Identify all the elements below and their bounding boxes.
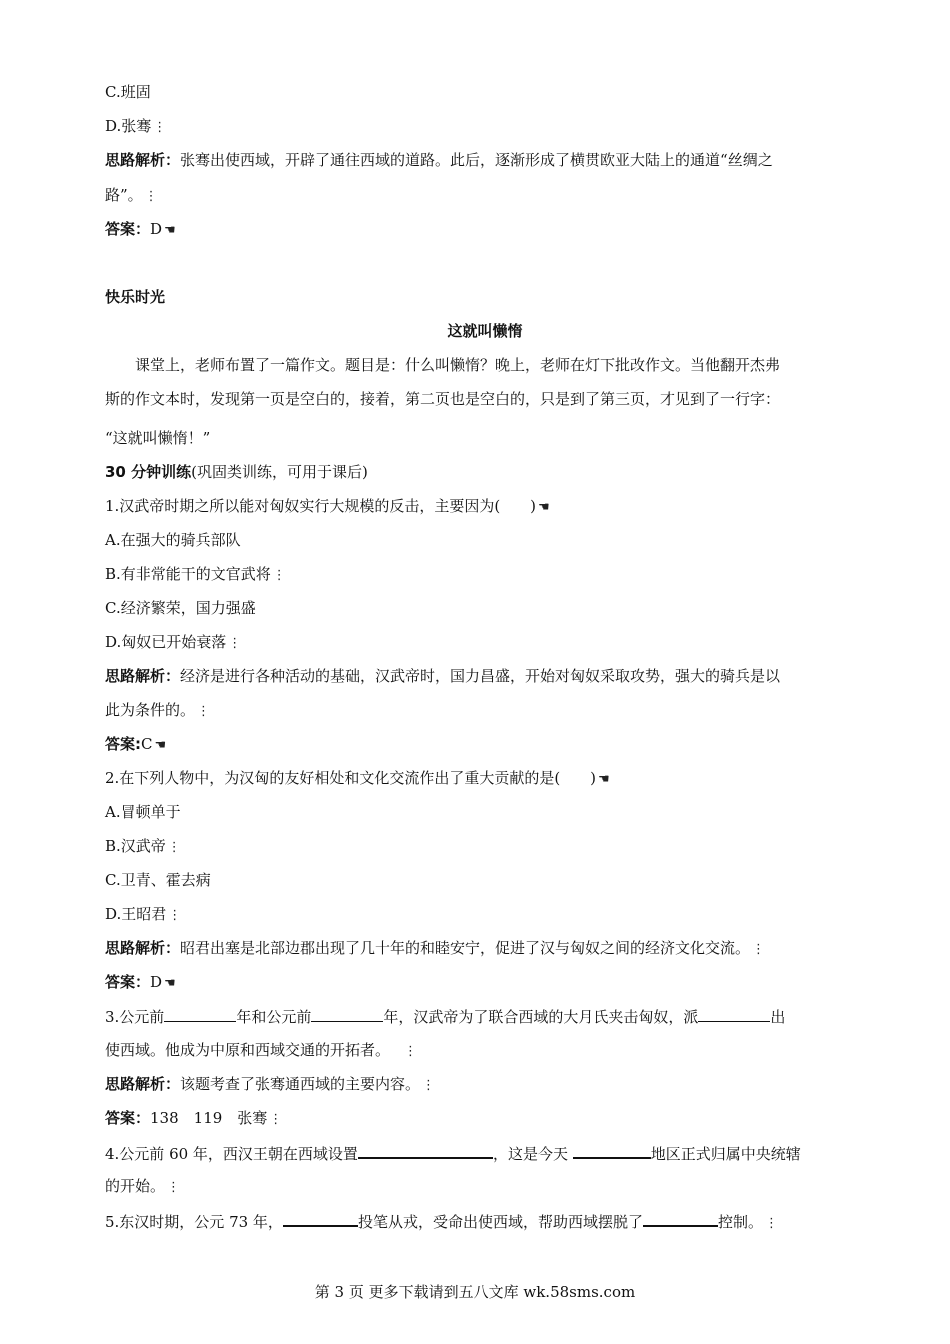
training-heading [105, 461, 865, 483]
question-text: 年和公元前 [236, 1008, 312, 1026]
question-text: ，这是今天 [492, 1145, 568, 1163]
answer-label: 答案: [105, 735, 141, 753]
fill-blank[interactable] [164, 1005, 236, 1022]
question-1-analysis-line-2 [105, 699, 865, 723]
question-1-option-a: A.在强大的骑兵部队 [105, 531, 241, 549]
paragraph-end-icon: ⋮ [272, 568, 286, 583]
analysis-1-line-1 [105, 149, 865, 171]
question-1-option-d [105, 631, 865, 655]
story-title: 这就叫懒惰 [447, 322, 523, 340]
fill-blank[interactable] [311, 1005, 383, 1022]
answer-label: 答案： [105, 1109, 151, 1127]
question-1-answer [105, 733, 865, 757]
paragraph-end-icon: ⋮ [153, 120, 167, 135]
option-c-bangu [105, 81, 865, 103]
question-text: ) [590, 769, 597, 787]
option-text: D.匈奴已开始衰落 [105, 633, 227, 651]
question-1-option-c: C.经济繁荣，国力强盛 [105, 599, 256, 617]
paragraph-end-icon: ⋮ [228, 636, 242, 651]
analysis-text: 张骞出使西域，开辟了通往西域的道路。此后，逐渐形成了横贯欧亚大陆上的通道“丝绸之 [180, 151, 773, 169]
hand-pointer-icon: ☚ [164, 976, 176, 991]
option-text: D.张骞 [105, 117, 152, 135]
option-text: D.王昭君 [105, 905, 167, 923]
paragraph-end-icon: ⋮ [764, 1216, 778, 1231]
analysis-text: 路”。 [105, 186, 143, 204]
question-text: 3.公元前 [105, 1008, 165, 1026]
fill-blank[interactable] [358, 1141, 493, 1159]
question-text: 投笔从戎，受命出使西域，帮助西域摆脱了 [357, 1213, 643, 1231]
fill-blank[interactable] [698, 1005, 770, 1022]
analysis-text: 此为条件的。 [105, 701, 196, 719]
answer-label: 答案： [105, 220, 151, 238]
question-text: 控制。 [717, 1213, 763, 1231]
paragraph-end-icon: ⋮ [197, 704, 211, 719]
answer-value: 138 119 张骞 [150, 1109, 268, 1127]
analysis-label: 思路解析： [105, 667, 181, 685]
question-5-stem [105, 1209, 865, 1235]
question-3-answer [105, 1107, 865, 1131]
question-2-stem [105, 767, 865, 791]
option-d-zhangqian [105, 115, 865, 139]
question-3-stem-line-2 [105, 1039, 865, 1063]
answer-value: D [150, 220, 163, 238]
hand-pointer-icon: ☚ [164, 223, 176, 238]
paragraph-end-icon: ⋮ [168, 908, 182, 923]
question-text: 的开始。 [105, 1177, 166, 1195]
question-1-stem [105, 495, 865, 519]
fill-blank[interactable] [283, 1209, 358, 1227]
question-2-analysis [105, 937, 865, 961]
answer-value: D [150, 973, 163, 991]
paragraph-end-icon: ⋮ [404, 1044, 418, 1059]
hand-pointer-icon: ☚ [598, 772, 610, 787]
paragraph-end-icon: ⋮ [269, 1112, 283, 1127]
option-text: B.有非常能干的文官武将 [105, 565, 271, 583]
fill-blank[interactable] [573, 1141, 651, 1159]
page-footer: 第 3 页 更多下载请到五八文库 wk.58sms.com [314, 1283, 636, 1301]
training-subtitle: (巩固类训练，可用于课后) [191, 463, 368, 481]
answer-1 [105, 218, 865, 242]
question-text: ) [530, 497, 537, 515]
question-2-option-b [105, 835, 865, 859]
question-4-stem-line-1 [105, 1141, 865, 1165]
story-paragraph-line-2: 斯的作文本时，发现第一页是空白的，接着，第二页也是空白的，只是到了第三页，才见到了一行字： [105, 390, 781, 408]
answer-value: C [141, 735, 153, 753]
option-text: B.汉武帝 [105, 837, 166, 855]
question-text: 4.公元前 60 年，西汉王朝在西域设置 [105, 1145, 358, 1163]
hand-pointer-icon: ☚ [154, 738, 167, 753]
question-text: 使西域。他成为中原和西域交通的开拓者。 [105, 1041, 391, 1059]
paragraph-end-icon: ⋮ [752, 942, 766, 957]
question-text: 出 [770, 1008, 786, 1026]
question-4-stem-line-2 [105, 1175, 865, 1199]
question-2-answer [105, 971, 865, 995]
analysis-text: 经济是进行各种活动的基础，汉武帝时，国力昌盛，开始对匈奴采取攻势，强大的骑兵是以 [180, 667, 781, 685]
question-text: 5.东汉时期，公元 73 年， [105, 1213, 283, 1231]
question-2-option-a: A.冒顿单于 [105, 803, 181, 821]
paragraph-end-icon: ⋮ [144, 189, 158, 204]
option-text: C.班固 [105, 83, 151, 101]
question-text: 年，汉武帝为了联合西域的大月氏夹击匈奴，派 [383, 1008, 699, 1026]
question-text: 1.汉武帝时期之所以能对匈奴实行大规模的反击，主要因为( [105, 497, 501, 515]
analysis-text: 该题考查了张骞通西域的主要内容。 [180, 1075, 421, 1093]
paragraph-end-icon: ⋮ [167, 840, 181, 855]
analysis-text: 昭君出塞是北部边郡出现了几十年的和睦安宁，促进了汉与匈奴之间的经济文化交流。 [180, 939, 751, 957]
question-1-analysis-line-1 [105, 665, 865, 687]
analysis-label: 思路解析： [105, 151, 181, 169]
paragraph-end-icon: ⋮ [167, 1180, 181, 1195]
question-2-option-d [105, 903, 865, 927]
hand-pointer-icon: ☚ [538, 500, 550, 515]
story-paragraph-line-1: 课堂上，老师布置了一篇作文。题目是：什么叫懒惰？晚上，老师在灯下批改作文。当他翻开杰弗 [135, 356, 781, 374]
question-1-option-b [105, 563, 865, 587]
answer-label: 答案： [105, 973, 151, 991]
question-2-option-c: C.卫青、霍去病 [105, 871, 211, 889]
question-3-analysis [105, 1073, 865, 1097]
paragraph-end-icon: ⋮ [422, 1078, 436, 1093]
section-title-happy-time: 快乐时光 [105, 288, 166, 306]
training-title: 30 分钟训练 [105, 463, 192, 481]
question-3-stem-line-1 [105, 1005, 865, 1028]
analysis-1-line-2 [105, 184, 865, 208]
analysis-label: 思路解析： [105, 1075, 181, 1093]
analysis-label: 思路解析： [105, 939, 181, 957]
question-text: 地区正式归属中央统辖 [650, 1145, 801, 1163]
fill-blank[interactable] [643, 1209, 718, 1227]
question-text: 2.在下列人物中，为汉匈的友好相处和文化交流作出了重大贡献的是( [105, 769, 561, 787]
story-paragraph-line-3: “这就叫懒惰！” [105, 429, 211, 447]
